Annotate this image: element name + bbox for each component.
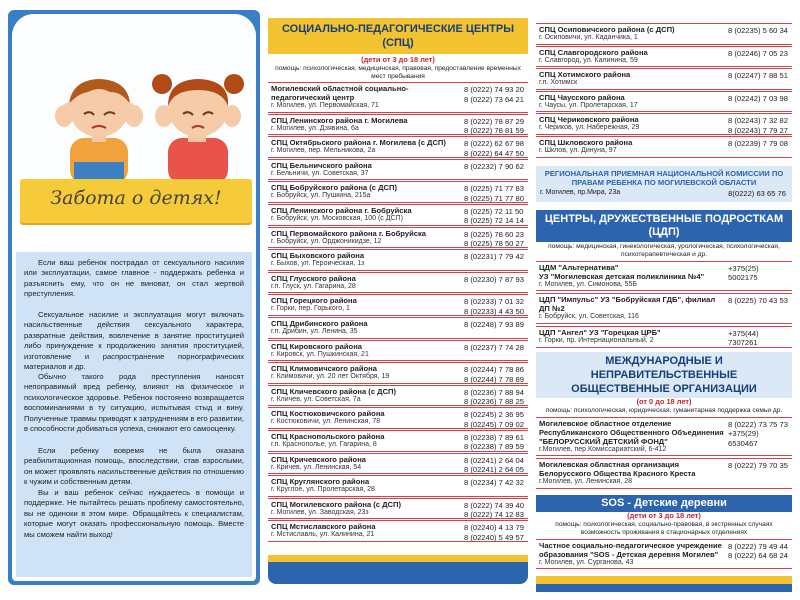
banner-title: Забота о детях! (50, 187, 222, 209)
entry-phone: 8 (0222) 74 39 40 8 (0222) 74 12 83 (464, 500, 524, 520)
list-item (268, 272, 528, 294)
sos-age (536, 512, 792, 521)
cdp-title: ЦЕНТРЫ, ДРУЖЕСТВЕННЫЕ ПОДРОСТКАМ (ЦДП) (536, 210, 792, 242)
paragraph: Вы и ваш ребенок сейчас нуждаетесь в помощи и поддержке. Не пытайтесь решать проблему самостоятельно, вы не одиноки в этом мире. Обращайтесь к специалистам, которые могут оказать профессиональную помощь. Вместе мы сможем найти выход! (24, 488, 244, 539)
entry-phone: +375(44) 7307261 (728, 328, 759, 348)
spc-age (268, 56, 528, 65)
bottom-strip (268, 562, 528, 584)
list-item (268, 114, 528, 136)
entry-address: г.п. Хотимск (539, 79, 578, 87)
entry-phone: 8 (02240) 4 13 79 8 (02240) 5 49 57 (464, 523, 524, 542)
entry-name: СПЦ Мстиславского района (271, 522, 376, 532)
entry-address: г. Шклов, ул. Динуна, 97 (539, 146, 617, 154)
entry-address: г. Кличев, ул. Советская, 7а (271, 395, 361, 403)
entry-phone: 8 (02246) 7 05 23 (728, 48, 788, 58)
entry-phone: 8 (02245) 2 36 95 8 (02245) 7 09 02 (464, 410, 524, 429)
intl-age-label: (от 0 до 18 лет) (636, 396, 692, 406)
entry-name: Частное социально-педагогическое учреждение образования "SOS - Детская деревня Могилев" (539, 540, 722, 559)
list-item (268, 407, 528, 429)
entry-phone: 8 (02234) 7 42 32 (464, 478, 524, 488)
list-item (536, 539, 792, 570)
entry-phone: +375(25) 5002175 (728, 263, 759, 283)
list-item (268, 181, 528, 203)
entry-phone: 8 (02241) 2 64 04 8 (02241) 2 64 05 (464, 455, 524, 474)
entry-name: СПЦ Кричевского района (271, 454, 367, 464)
entry-address: г. Чаусы, ул. Пролетарская, 17 (539, 101, 638, 109)
entry-address: г.Могилев, пер.Комиссариатский, 6-412 (539, 445, 667, 453)
children-illustration-icon (12, 14, 256, 184)
list-item (268, 136, 528, 158)
entry-address: г. Горки, пер. Горького, 1 (271, 305, 350, 313)
entry-address: г. Кировск, ул. Пушкинская, 21 (271, 350, 369, 358)
entry-name: Могилевское областное отделение Республиканского Общественного Объединения "БЕЛОРУССКИЙ ДЕТСКИЙ ФОНД" (539, 418, 724, 446)
entry-phone: 8 (02231) 7 79 42 (464, 252, 524, 262)
entry-phone: 8 (0225) 72 11 50 8 (0225) 72 14 14 (464, 206, 524, 226)
entry-address: г. Могилев, ул. Дзявина, 6а (271, 124, 359, 132)
list-item (536, 68, 792, 90)
entry-phone: 8 (02247) 7 88 51 (728, 71, 788, 81)
sos-title: SOS - Детские деревни (536, 495, 792, 512)
list-item (268, 204, 528, 226)
entry-phone: 8 (0222) 74 93 20 8 (0222) 73 64 21 (464, 85, 524, 104)
list-item (536, 46, 792, 68)
entry-address: г. Костюковичи, ул. Ленинская, 78 (271, 418, 381, 426)
list-item (268, 475, 528, 497)
entry-phone: 8 (0222) 79 49 44 8 (0222) 64 68 24 (728, 541, 788, 561)
entry-name: СПЦ Дрибинского района (271, 318, 368, 328)
entry-name: СПЦ Первомайского района г. Бобруйска (271, 228, 426, 238)
entry-address: г. Славгород, ул. Калинина, 59 (539, 56, 638, 64)
sos-age-label: (дети от 3 до 18 лет) (627, 510, 701, 520)
spc-help: помощь: психологическая, медицинская, правовая, предоставление временных мест пребывания (275, 65, 521, 80)
entry-name: СПЦ Могилевского района (с ДСП) (271, 499, 402, 509)
entry-phone: 8 (02244) 7 78 86 8 (02244) 7 78 89 (464, 365, 524, 384)
entry-name: СПЦ Бобруйского района (с ДСП) (271, 183, 398, 193)
entry-name: СПЦ Осиповичского района (с ДСП) (539, 25, 675, 34)
paragraph: Если ваш ребенок пострадал от сексуального насилия или эксплуатации, самое главное - поддержать ребенка и разъяснить ему, что он не виноват, он стал жертвой преступления. (24, 258, 244, 299)
list-item (536, 458, 792, 489)
bottom-strip-right (536, 584, 792, 592)
list-item (536, 261, 792, 292)
list-item (536, 136, 792, 158)
entry-address: г. Бобруйск, ул. Московская, 100 (с ДСП) (271, 214, 403, 222)
list-item (268, 453, 528, 475)
entry-phone: 8 (0225) 70 43 53 (728, 296, 788, 306)
sos-help: помощь: психологическая, социально-правовая, в экстренных случаях возможность проживания в стационарных отделениях (555, 520, 773, 536)
entry-phone: 8 (02248) 7 93 89 (464, 319, 524, 329)
entry-phone: 8 (02238) 7 89 61 8 (02238) 7 89 59 (464, 432, 524, 452)
list-item (536, 23, 792, 45)
intl-help: помощь: психологическая, юридическая, гуманитарная поддержка семьи др. (545, 406, 783, 414)
list-item (268, 520, 528, 542)
entry-name: СПЦ Славгородского района (539, 47, 648, 57)
list-item (268, 159, 528, 181)
spc-column (268, 18, 528, 542)
intl-age (536, 398, 792, 407)
entry-name: ЦДП "Импульс" УЗ "Бобруйская ГДБ", филиал ДП №2 (539, 295, 716, 314)
entry-phone: 8 (0222) 79 70 35 (728, 461, 788, 471)
paragraph: Если ребенку вовремя не была оказана реабилитационная помощь, впоследствии, став взрослыми, он может проявлять насильственные действия по отношению к чужим и собственным детям. (24, 446, 244, 487)
entry-name: СПЦ Кировского района (271, 341, 363, 351)
banner (20, 179, 252, 223)
entry-address: г. Осиповичи, ул. Каданчика, 1 (539, 34, 638, 41)
entry-name: СПЦ Круглянского района (271, 477, 370, 487)
entry-phone: 8 (02237) 7 74 28 (464, 342, 524, 352)
list-item (268, 340, 528, 362)
entry-name: СПЦ Чериковского района (539, 115, 639, 125)
list-item (268, 317, 528, 339)
entry-address: г. Могилев, ул. Заводская, 23з (271, 508, 369, 516)
entry-name: ЦДМ "Альтернатива" УЗ "Могилевская детская поликлиника №4" (539, 262, 705, 281)
entry-name: СПЦ Быховского района (271, 251, 365, 261)
entry-name: СПЦ Горецкого района (271, 296, 357, 306)
list-item (536, 113, 792, 135)
entry-phone: 8 (02235) 5 60 34 (728, 26, 788, 35)
entry-phone: 8 (0225) 71 77 83 8 (0225) 71 77 80 (464, 184, 524, 203)
cdp-list (536, 261, 792, 348)
list-item (268, 385, 528, 407)
entry-address: г. Кричев, ул. Ленинская, 54 (271, 463, 362, 471)
entry-name: СПЦ Хотимского района (539, 70, 631, 80)
commission-title: РЕГИОНАЛЬНАЯ ПРИЕМНАЯ НАЦИОНАЛЬНОЙ КОМИССИИ ПО ПРАВАМ РЕБЕНКА ПО МОГИЛЕВСКОЙ ОБЛАСТИ (544, 168, 784, 188)
commission-line (540, 188, 788, 199)
entry-name: СПЦ Глусского района (271, 273, 356, 283)
entry-address: г. Бобруйск, ул. Орджоникидзе, 12 (271, 237, 382, 245)
entry-name: Могилевский областной социально-педагогический центр (271, 84, 409, 102)
spc-list (268, 82, 528, 542)
entry-phone: 8 (0222) 78 87 29 8 (0222) 78 81 59 (464, 116, 524, 136)
commission-address: г. Могилев, пр.Мира, 23а (540, 188, 621, 196)
entry-address: г. Чериков, ул. Набережная, 29 (539, 124, 640, 132)
list-item (268, 249, 528, 271)
right-spc-list (536, 23, 792, 158)
entry-address: г. Могилев, пер. Мельникова, 2а (271, 147, 376, 155)
list-item (536, 326, 792, 348)
list-item (268, 362, 528, 384)
entry-address: г.Могилев, ул. Ленинская, 28 (539, 478, 633, 486)
entry-address: г.п. Краснополье, ул. Гагарина, 8 (271, 440, 377, 448)
right-column (536, 22, 792, 569)
list-item (536, 417, 792, 457)
commission-phone: 8(0222) 63 65 76 (728, 188, 786, 198)
paragraph: Обычно такого рода преступления наносят непоправимый вред ребенку, влияют на физическое и психологическое здоровье. Ребенок постоянно возвращается воспоминаниями в ту ситуацию, испытывая стыд и вину. Полученные травмы приводят к затруднениям в его развитии, в способности добиваться успеха, снижают его самооценку. (24, 372, 244, 434)
bottom-yellow-rule (268, 555, 528, 562)
entry-name: СПЦ Ленинского района г. Могилева (271, 115, 408, 125)
entry-name: СПЦ Чаусского района (539, 92, 625, 102)
entry-phone: 8 (02230) 7 87 93 (464, 274, 524, 284)
entry-address: г. Могилев, ул. Первомайская, 71 (271, 102, 379, 109)
sos-list (536, 539, 792, 570)
children-illustration (12, 14, 256, 184)
entry-phone: 8 (02232) 7 90 62 (464, 161, 524, 171)
list-item (268, 294, 528, 316)
list-item (268, 430, 528, 452)
entry-name: СПЦ Шкловского района (539, 137, 633, 147)
entry-name: ЦДП "Ангел" УЗ "Горецкая ЦРБ" (539, 327, 661, 337)
entry-name: СПЦ Костюковичского района (271, 409, 385, 419)
entry-phone: 8 (02233) 7 01 32 8 (02233) 4 43 50 (464, 297, 524, 316)
entry-phone: 8 (02242) 7 03 98 (728, 93, 788, 103)
paragraph: Сексуальное насилие и эксплуатация могут включать насильственные действия сексуального характера, развратные действия, вовлечение в занятие проституцией либо принуждение к продолжению занятия проституцией, изготовление и распространение порнографических материалов и др. (24, 310, 244, 372)
entry-phone: 8 (02243) 7 32 82 8 (02243) 7 79 27 (728, 116, 788, 135)
cdp-help: помощь: медицинская, гинекологическая, урологическая, психологическая, психотерапевтическая и др. (548, 242, 780, 258)
left-panel (8, 10, 260, 585)
entry-name: СПЦ Климовичского района (271, 364, 377, 374)
entry-address: г. Горки, пр. Интернациональный, 2 (539, 336, 654, 344)
list-item (268, 498, 528, 520)
entry-phone: 8 (0222) 62 67 98 8 (0222) 64 47 50 (464, 139, 524, 158)
entry-name: СПЦ Ленинского района г. Бобруйска (271, 205, 412, 215)
left-text-pane (16, 252, 252, 577)
list-item (268, 227, 528, 249)
entry-address: г. Быхов, ул. Героическая, 1з (271, 260, 365, 268)
intl-list (536, 417, 792, 489)
commission-block (536, 166, 792, 202)
entry-address: г. Бобруйск, ул. Советская, 116 (539, 313, 639, 321)
entry-address: г. Климовичи, ул. 20 лет Октября, 19 (271, 373, 390, 381)
entry-phone: 8 (0222) 73 75 73 +375(29) 6530467 (728, 419, 788, 448)
entry-phone: 8 (0225) 78 60 23 8 (0225) 78 50 27 (464, 229, 524, 249)
entry-address: г. Могилев, ул. Сурганова, 43 (539, 558, 634, 566)
entry-name: СПЦ Октябрьского района г. Могилева (с ДСП) (271, 138, 446, 148)
entry-address: г. Круглое, ул. Пролетарская, 28 (271, 486, 375, 494)
entry-name: СПЦ Кличевского района (с ДСП) (271, 386, 397, 396)
entry-name: СПЦ Краснопольского района (271, 431, 385, 441)
left-panel-inner (12, 14, 256, 581)
entry-address: г.п. Глуск, ул. Гагарина, 28 (271, 282, 356, 290)
entry-address: г. Бельничи, ул. Советская, 37 (271, 169, 369, 177)
entry-address: г. Бобруйск, ул. Пушкина, 215а (271, 192, 371, 200)
entry-name: СПЦ Бельничского района (271, 160, 372, 170)
entry-address: г. Могилев, ул. Симонова, 55Б (539, 280, 637, 288)
entry-address: г. Мстиславль, ул. Калинина, 21 (271, 531, 375, 539)
list-item (536, 91, 792, 113)
list-item (268, 82, 528, 113)
entry-address: г.п. Дрибин, ул. Ленина, 35 (271, 327, 358, 335)
intl-title: МЕЖДУНАРОДНЫЕ И НЕПРАВИТЕЛЬСТВЕННЫЕ ОБЩЕСТВЕННЫЕ ОРГАНИЗАЦИИ (536, 352, 792, 398)
spc-title: СОЦИАЛЬНО-ПЕДАГОГИЧЕСКИЕ ЦЕНТРЫ (СПЦ) (268, 18, 528, 54)
list-item (536, 293, 792, 324)
entry-name: Могилевская областная организация Белорусского Общества Красного Креста (539, 460, 696, 479)
entry-phone: 8 (02236) 7 88 94 8 (02236) 7 88 25 (464, 387, 524, 407)
bottom-yellow-rule-right (536, 576, 792, 584)
spc-age-label: (дети от 3 до 18 лет) (361, 55, 435, 64)
entry-phone: 8 (02239) 7 79 08 (728, 138, 788, 148)
